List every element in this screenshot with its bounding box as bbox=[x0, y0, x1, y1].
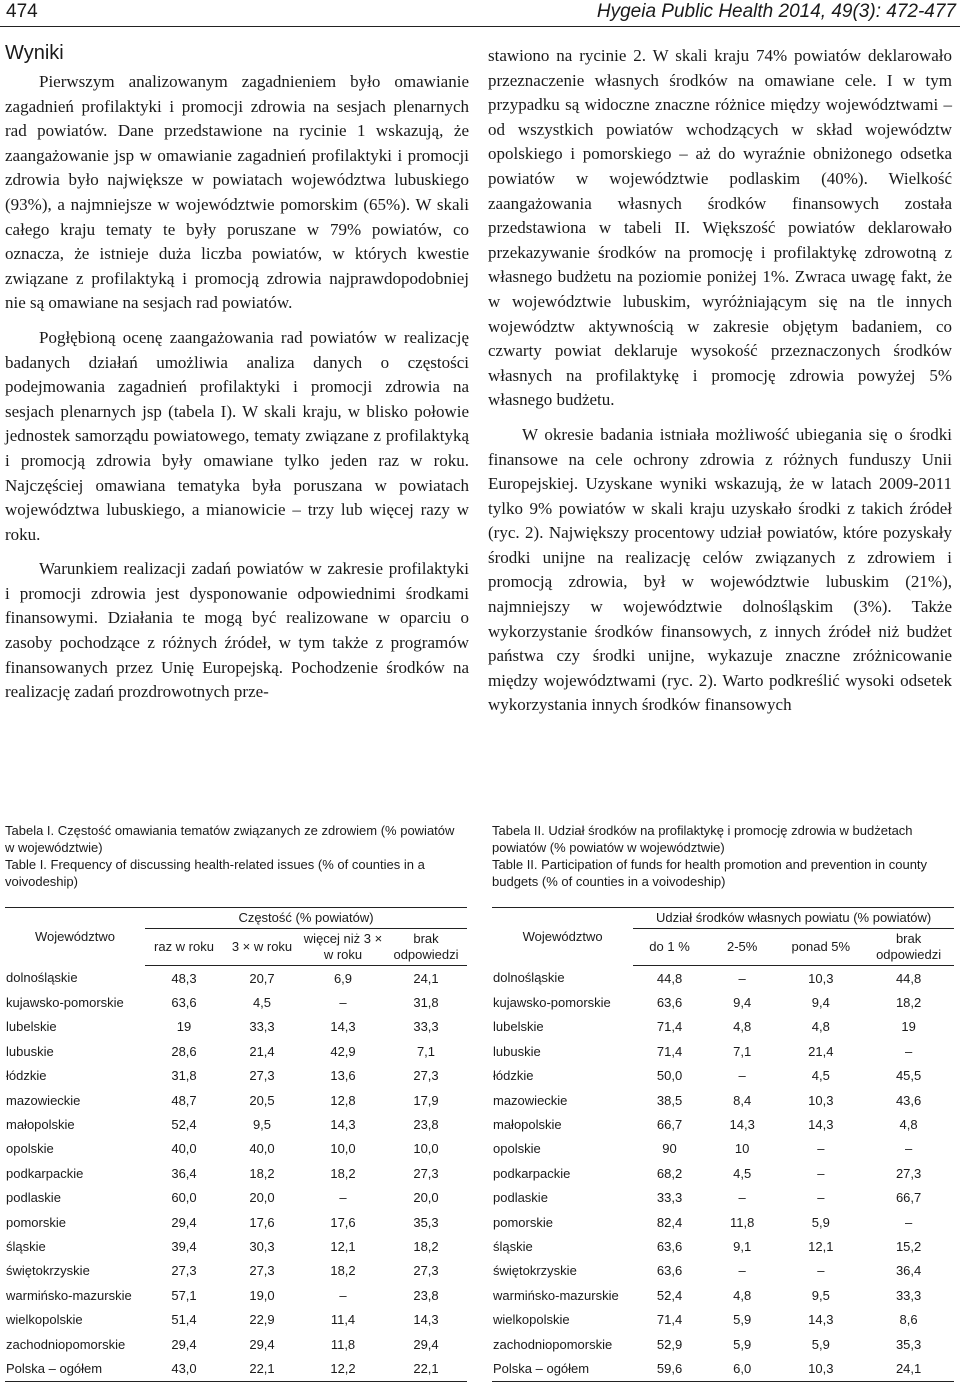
table-row bbox=[492, 1356, 954, 1381]
table-cell: 20,7 bbox=[249, 970, 275, 986]
section-title: Wyniki bbox=[5, 42, 64, 64]
table-cell: 40,0 bbox=[171, 1141, 197, 1157]
table-row bbox=[492, 1161, 954, 1185]
table-cell: 43,0 bbox=[145, 1356, 223, 1381]
table-row bbox=[492, 1332, 954, 1356]
table-cell: 7,1 bbox=[733, 1043, 752, 1059]
table-cell: 27,3 bbox=[413, 1263, 439, 1279]
region-name: pomorskie bbox=[493, 1214, 553, 1230]
table-2-caption-en: Table II. Participation of funds for health promotion and prevention in county budgets (% of counties in a voivodeship) bbox=[492, 857, 928, 889]
table-cell: 14,3 bbox=[413, 1312, 439, 1328]
table-cell: 4,8 bbox=[899, 1117, 918, 1133]
region-name: świętokrzyskie bbox=[6, 1263, 90, 1279]
table-row bbox=[5, 966, 467, 991]
table-cell: 27,3 bbox=[413, 1165, 439, 1181]
table-cell: – bbox=[817, 1263, 825, 1279]
table-cell: – bbox=[738, 1068, 746, 1084]
table-cell: 52,4 bbox=[171, 1117, 197, 1133]
table-row bbox=[5, 1039, 467, 1063]
table-cell: 33,3 bbox=[895, 1287, 922, 1303]
table-cell: – bbox=[817, 1190, 825, 1206]
table-cell: 20,5 bbox=[249, 1092, 275, 1108]
table-cell: 9,1 bbox=[733, 1238, 752, 1254]
table-1 bbox=[5, 907, 467, 1382]
table-cell: 30,3 bbox=[249, 1238, 275, 1254]
table-cell: 33,3 bbox=[656, 1190, 683, 1206]
table-row bbox=[492, 1088, 954, 1112]
table-cell: 27,3 bbox=[249, 1263, 275, 1279]
table-cell: 51,4 bbox=[171, 1312, 197, 1328]
table-1-col-header: raz w roku bbox=[145, 929, 223, 966]
table-cell: 11,8 bbox=[729, 1214, 755, 1230]
table-cell: 57,1 bbox=[171, 1287, 197, 1303]
table-row bbox=[492, 1112, 954, 1136]
table-cell: 36,4 bbox=[171, 1165, 197, 1181]
table-cell: 66,7 bbox=[895, 1190, 922, 1206]
table-cell: 42,9 bbox=[330, 1043, 356, 1059]
table-cell: 44,8 bbox=[656, 970, 683, 986]
table-row bbox=[492, 1210, 954, 1234]
region-name: lubuskie bbox=[6, 1043, 54, 1059]
table-cell: 39,4 bbox=[171, 1238, 197, 1254]
table-row bbox=[492, 1259, 954, 1283]
table-row bbox=[5, 1210, 467, 1234]
region-name: mazowieckie bbox=[6, 1092, 81, 1108]
table-cell: – bbox=[904, 1043, 913, 1059]
table-cell: 4,8 bbox=[811, 1019, 830, 1035]
region-name: małopolskie bbox=[493, 1117, 562, 1133]
table-cell: 50,0 bbox=[656, 1068, 683, 1084]
table-cell: 29,4 bbox=[249, 1336, 275, 1352]
table-cell: 22,1 bbox=[385, 1356, 467, 1381]
region-name: Polska – ogółem bbox=[492, 1356, 633, 1381]
table-cell: 29,4 bbox=[413, 1336, 439, 1352]
table-row bbox=[492, 1015, 954, 1039]
region-name: dolnośląskie bbox=[493, 970, 565, 986]
table-row bbox=[492, 966, 954, 991]
table-cell: 52,9 bbox=[656, 1336, 683, 1352]
table-row bbox=[5, 1234, 467, 1258]
table-cell: – bbox=[339, 1190, 347, 1206]
table-cell: 17,6 bbox=[249, 1214, 275, 1230]
table-1-caption-pl: Tabela I. Częstość omawiania tematów związanych ze zdrowiem (% powiatów w województwie) bbox=[5, 823, 455, 855]
table-row bbox=[5, 1015, 467, 1039]
table-cell: 19,0 bbox=[249, 1287, 275, 1303]
table-row bbox=[5, 1307, 467, 1331]
region-name: mazowieckie bbox=[493, 1092, 568, 1108]
table-cell: 14,3 bbox=[330, 1019, 356, 1035]
table-cell: 21,4 bbox=[808, 1043, 834, 1059]
table-cell: 11,4 bbox=[330, 1312, 356, 1328]
right-column bbox=[488, 44, 952, 728]
table-1-block bbox=[5, 822, 467, 1382]
table-cell: 6,0 bbox=[706, 1356, 779, 1381]
table-cell: 15,2 bbox=[895, 1238, 922, 1254]
table-cell: 66,7 bbox=[656, 1117, 683, 1133]
table-cell: 20,0 bbox=[249, 1190, 275, 1206]
table-cell: 12,8 bbox=[330, 1092, 356, 1108]
table-row bbox=[492, 1307, 954, 1331]
table-cell: 28,6 bbox=[171, 1043, 197, 1059]
table-cell: 27,3 bbox=[171, 1263, 197, 1279]
table-cell: 14,3 bbox=[808, 1312, 834, 1328]
table-cell: 10,0 bbox=[413, 1141, 439, 1157]
table-cell: 5,9 bbox=[811, 1214, 830, 1230]
table-cell: 5,9 bbox=[811, 1336, 830, 1352]
table-row bbox=[5, 1186, 467, 1210]
table-cell: 22,1 bbox=[223, 1356, 301, 1381]
region-name: Polska – ogółem bbox=[5, 1356, 145, 1381]
region-name: opolskie bbox=[6, 1141, 54, 1157]
table-cell: 10,3 bbox=[778, 1356, 863, 1381]
page-header bbox=[0, 0, 960, 27]
table-cell: 35,3 bbox=[413, 1214, 439, 1230]
region-name: warmińsko-mazurskie bbox=[6, 1287, 132, 1303]
table-cell: – bbox=[738, 1190, 746, 1206]
table-cell: 8,6 bbox=[899, 1312, 918, 1328]
table-cell: 20,0 bbox=[413, 1190, 439, 1206]
table-1-caption-en: Table I. Frequency of discussing health-related issues (% of counties in a voivodeship) bbox=[5, 857, 425, 889]
table-cell: 4,5 bbox=[811, 1068, 830, 1084]
table-cell: 18,2 bbox=[413, 1238, 439, 1254]
table-cell: 18,2 bbox=[249, 1165, 275, 1181]
table-2-block bbox=[492, 822, 954, 1382]
table-2-row-header: Województwo bbox=[492, 908, 633, 966]
table-cell: 29,4 bbox=[171, 1214, 197, 1230]
table-row bbox=[492, 1137, 954, 1161]
table-cell: – bbox=[817, 1165, 825, 1181]
table-row bbox=[492, 1064, 954, 1088]
table-2 bbox=[492, 907, 954, 1382]
table-2-col-header: ponad 5% bbox=[778, 929, 863, 966]
table-1-col-header: 3 × w roku bbox=[223, 929, 301, 966]
region-name: podkarpackie bbox=[493, 1165, 571, 1181]
table-cell: 9,4 bbox=[733, 995, 752, 1011]
region-name: śląskie bbox=[493, 1238, 533, 1254]
table-row bbox=[492, 1039, 954, 1063]
table-cell: 17,9 bbox=[413, 1092, 439, 1108]
table-cell: 63,6 bbox=[171, 995, 197, 1011]
table-cell: 29,4 bbox=[171, 1336, 197, 1352]
table-cell: 48,3 bbox=[171, 970, 197, 986]
region-name: podlaskie bbox=[493, 1190, 548, 1206]
table-cell: 17,6 bbox=[330, 1214, 356, 1230]
table-cell: 63,6 bbox=[656, 1238, 683, 1254]
region-name: wielkopolskie bbox=[493, 1312, 570, 1328]
table-cell: 63,6 bbox=[656, 1263, 683, 1279]
table-cell: 48,7 bbox=[171, 1092, 197, 1108]
table-cell: 71,4 bbox=[656, 1019, 683, 1035]
region-name: śląskie bbox=[6, 1238, 46, 1254]
table-cell: 36,4 bbox=[895, 1263, 922, 1279]
table-cell: 4,5 bbox=[252, 995, 272, 1011]
region-name: opolskie bbox=[493, 1141, 541, 1157]
table-2-col-header: 2-5% bbox=[706, 929, 779, 966]
region-name: lubelskie bbox=[493, 1019, 544, 1035]
table-cell: – bbox=[904, 1141, 913, 1157]
table-cell: 23,8 bbox=[413, 1287, 439, 1303]
table-cell: 44,8 bbox=[895, 970, 922, 986]
region-name: kujawsko-pomorskie bbox=[6, 995, 124, 1011]
table-cell: 38,5 bbox=[656, 1092, 683, 1108]
region-name: świętokrzyskie bbox=[493, 1263, 577, 1279]
table-cell: 82,4 bbox=[656, 1214, 683, 1230]
table-cell: 31,8 bbox=[171, 1068, 197, 1084]
table-cell: 59,6 bbox=[633, 1356, 706, 1381]
table-cell: 27,3 bbox=[249, 1068, 275, 1084]
table-cell: 10,3 bbox=[808, 1092, 834, 1108]
table-cell: 19 bbox=[176, 1019, 192, 1035]
table-2-group-header: Udział środków własnych powiatu (% powiatów) bbox=[633, 908, 954, 929]
table-cell: 19 bbox=[901, 1019, 916, 1035]
paragraph: Pierwszym analizowanym zagadnieniem było omawianie zagadnień profilaktyki i promocji zdrowia na sesjach plenarnych rad powiatów. Dane przedstawione na rycinie 1 wskazują, że zaangażowanie jsp w omawianie zagadnień profilaktyki i promocji zdrowia było największe w powiatach województwa lubuskiego (93%), a najmniejsze w województwie pomorskim (65%). W skali całego kraju tematy te były poruszane w 79% powiatów, co oznacza, że istnieje duża liczba powiatów, w których kwestie związane z profilaktyką i promocją zdrowia najprawdopodobniej nie są omawiane na sesjach rad powiatów. bbox=[5, 72, 469, 313]
table-cell: 52,4 bbox=[656, 1287, 683, 1303]
table-cell: 40,0 bbox=[249, 1141, 275, 1157]
table-cell: 60,0 bbox=[171, 1190, 197, 1206]
table-cell: – bbox=[904, 1214, 913, 1230]
table-1-row-header: Województwo bbox=[5, 908, 145, 966]
paragraph: stawiono na rycinie 2. W skali kraju 74% powiatów deklarowało przeznaczenie własnych środków na omawiane cele. I w tym przypadku są widoczne znaczne różnice między województwami – od wszystkich powiatów wchodzących w skład województw opolskiego i pomorskiego – aż do wyraźnie obniżonego odsetka powiatów w województwie podlaskim (40%). Wielkość zaangażowania własnych środków finansowych została przedstawiona w tabeli II. Większość powiatów deklarowało przekazywanie środków na promocję i profilaktykę zdrowotną z własnego budżetu na poziomie poniżej 1%. Zwraca uwagę fakt, że w województwie lubuskim, wyróżniającym się na tle innych województw aktywnością w zakresie objętym badaniem, co czwarty powiat deklaruje wysokość przeznaczonych środków własnych na profilaktykę i promocję zdrowia powyżej 5% własnego budżetu. bbox=[488, 46, 952, 410]
table-cell: 63,6 bbox=[656, 995, 683, 1011]
table-cell: 43,6 bbox=[895, 1092, 922, 1108]
table-cell: 9,5 bbox=[252, 1117, 272, 1133]
region-name: podlaskie bbox=[6, 1190, 61, 1206]
table-row bbox=[492, 1234, 954, 1258]
table-cell: 21,4 bbox=[249, 1043, 275, 1059]
table-2-caption-pl: Tabela II. Udział środków na profilaktykę i promocję zdrowia w budżetach powiatów (% powiatów w województwie) bbox=[492, 823, 913, 855]
table-row bbox=[5, 1064, 467, 1088]
region-name: zachodniopomorskie bbox=[493, 1336, 613, 1352]
table-cell: 12,1 bbox=[330, 1238, 356, 1254]
table-row bbox=[5, 1088, 467, 1112]
table-1-group-header: Częstość (% powiatów) bbox=[145, 908, 467, 929]
table-row bbox=[5, 1283, 467, 1307]
table-row bbox=[5, 1161, 467, 1185]
table-row bbox=[5, 1137, 467, 1161]
table-cell: 24,1 bbox=[413, 970, 439, 986]
table-row bbox=[492, 1283, 954, 1307]
region-name: małopolskie bbox=[6, 1117, 75, 1133]
table-2-col-header: do 1 % bbox=[633, 929, 706, 966]
paragraph: Warunkiem realizacji zadań powiatów w zakresie profilaktyki i promocji zdrowia jest dysponowanie odpowiednimi środkami finansowymi. Działania te mogą być realizowane w oparciu o zasoby pochodzące z różnych źródeł, w tym także z programów finansowanych przez Unię Europejską. Pochodzenie środków na realizację zadań prozdrowotnych prze- bbox=[5, 559, 469, 702]
region-name: lubelskie bbox=[6, 1019, 57, 1035]
region-name: wielkopolskie bbox=[6, 1312, 83, 1328]
table-2-body bbox=[492, 966, 954, 1382]
table-cell: 23,8 bbox=[413, 1117, 439, 1133]
table-2-col-header: brak odpowiedzi bbox=[863, 929, 954, 966]
region-name: zachodniopomorskie bbox=[6, 1336, 126, 1352]
table-1-caption bbox=[5, 822, 467, 890]
table-cell: 10 bbox=[734, 1141, 750, 1157]
table-cell: 31,8 bbox=[413, 995, 439, 1011]
table-cell: 27,3 bbox=[413, 1068, 439, 1084]
table-row bbox=[492, 990, 954, 1014]
table-cell: 4,5 bbox=[733, 1165, 752, 1181]
table-cell: – bbox=[817, 1141, 825, 1157]
table-cell: 9,5 bbox=[811, 1287, 830, 1303]
table-cell: 12,2 bbox=[301, 1356, 385, 1381]
region-name: warmińsko-mazurskie bbox=[493, 1287, 619, 1303]
table-cell: – bbox=[738, 1263, 746, 1279]
table-cell: 4,8 bbox=[733, 1019, 752, 1035]
table-cell: 71,4 bbox=[656, 1312, 683, 1328]
table-cell: 18,2 bbox=[330, 1263, 356, 1279]
table-cell: 4,8 bbox=[733, 1287, 752, 1303]
table-row bbox=[5, 1332, 467, 1356]
table-cell: 10,0 bbox=[330, 1141, 356, 1157]
table-cell: 14,3 bbox=[729, 1117, 755, 1133]
table-cell: 24,1 bbox=[863, 1356, 954, 1381]
left-column bbox=[5, 40, 469, 715]
table-row bbox=[5, 1259, 467, 1283]
table-cell: 68,2 bbox=[656, 1165, 683, 1181]
table-2-caption bbox=[492, 822, 954, 890]
table-cell: – bbox=[738, 970, 746, 986]
table-cell: 9,4 bbox=[811, 995, 830, 1011]
table-cell: 5,9 bbox=[733, 1312, 752, 1328]
table-cell: 10,3 bbox=[808, 970, 834, 986]
journal-citation: Hygeia Public Health 2014, 49(3): 472-477 bbox=[596, 1, 956, 22]
region-name: podkarpackie bbox=[6, 1165, 84, 1181]
table-cell: 13,6 bbox=[330, 1068, 356, 1084]
table-cell: 14,3 bbox=[330, 1117, 356, 1133]
table-cell: 12,1 bbox=[808, 1238, 834, 1254]
table-cell: 6,9 bbox=[333, 970, 353, 986]
region-name: pomorskie bbox=[6, 1214, 66, 1230]
region-name: łódzkie bbox=[6, 1068, 47, 1084]
region-name: kujawsko-pomorskie bbox=[493, 995, 611, 1011]
table-1-col-header: więcej niż 3 × w roku bbox=[301, 929, 385, 966]
table-row bbox=[5, 1112, 467, 1136]
table-1-body bbox=[5, 966, 467, 1382]
region-name: dolnośląskie bbox=[6, 970, 78, 986]
paragraph: W okresie badania istniała możliwość ubiegania się o środki finansowe na cele ochrony zdrowia z różnych funduszy Unii Europejskiej. Uzyskane wyniki wskazują, że w latach 2009-2011 tylko 9% powiatów w skali kraju uzyskało środki z takich źródeł (ryc. 2). Największy procentowy udział powiatów, które pozyskały środki unijne na realizację celów związanych z zdrowiem i promocją zdrowia, był w województwie lubuskim (21%), najmniejszy w województwie dolnośląskim (3%). Także wykorzystanie środków finansowych, z innych źródeł niż budżet państwa czy środki unijne, wykazuje znaczne zróżnicowanie między województwami (ryc. 2). Warto podkreślić wysoki odsetek wykorzystania innych środków finansowych bbox=[488, 424, 952, 715]
table-row bbox=[492, 1186, 954, 1210]
table-1-col-header: brak odpowiedzi bbox=[385, 929, 467, 966]
table-cell: 33,3 bbox=[249, 1019, 275, 1035]
table-cell: 11,8 bbox=[330, 1336, 356, 1352]
table-cell: 18,2 bbox=[330, 1165, 356, 1181]
table-cell: 33,3 bbox=[413, 1019, 439, 1035]
table-row bbox=[5, 1356, 467, 1381]
region-name: lubuskie bbox=[493, 1043, 541, 1059]
table-row bbox=[5, 990, 467, 1014]
table-cell: 8,4 bbox=[733, 1092, 752, 1108]
table-cell: 5,9 bbox=[733, 1336, 752, 1352]
paragraph: Pogłębioną ocenę zaangażowania rad powiatów w realizację badanych działań umożliwia analiza danych o częstości podejmowania zagadnień profilaktyki i promocji zdrowia na sesjach plenarnych jsp (tabela I). W skali kraju, w blisko połowie jednostek samorządu powiatowego, tematy związane z profilaktyką i promocją zdrowia były omawiane tylko jeden raz w roku. Najczęściej omawiana tematyka była poruszana w powiatach województwa lubuskiego, a mianowicie – trzy lub więcej razy w roku. bbox=[5, 327, 469, 544]
table-cell: – bbox=[339, 995, 347, 1011]
table-cell: 27,3 bbox=[895, 1165, 922, 1181]
table-cell: 90 bbox=[662, 1141, 677, 1157]
table-cell: 71,4 bbox=[656, 1043, 683, 1059]
table-cell: – bbox=[339, 1287, 347, 1303]
table-cell: 45,5 bbox=[895, 1068, 922, 1084]
table-cell: 7,1 bbox=[416, 1043, 436, 1059]
table-cell: 14,3 bbox=[808, 1117, 834, 1133]
table-cell: 35,3 bbox=[895, 1336, 922, 1352]
page-number: 474 bbox=[6, 1, 38, 22]
region-name: łódzkie bbox=[493, 1068, 534, 1084]
table-cell: 18,2 bbox=[895, 995, 922, 1011]
table-cell: 22,9 bbox=[249, 1312, 275, 1328]
